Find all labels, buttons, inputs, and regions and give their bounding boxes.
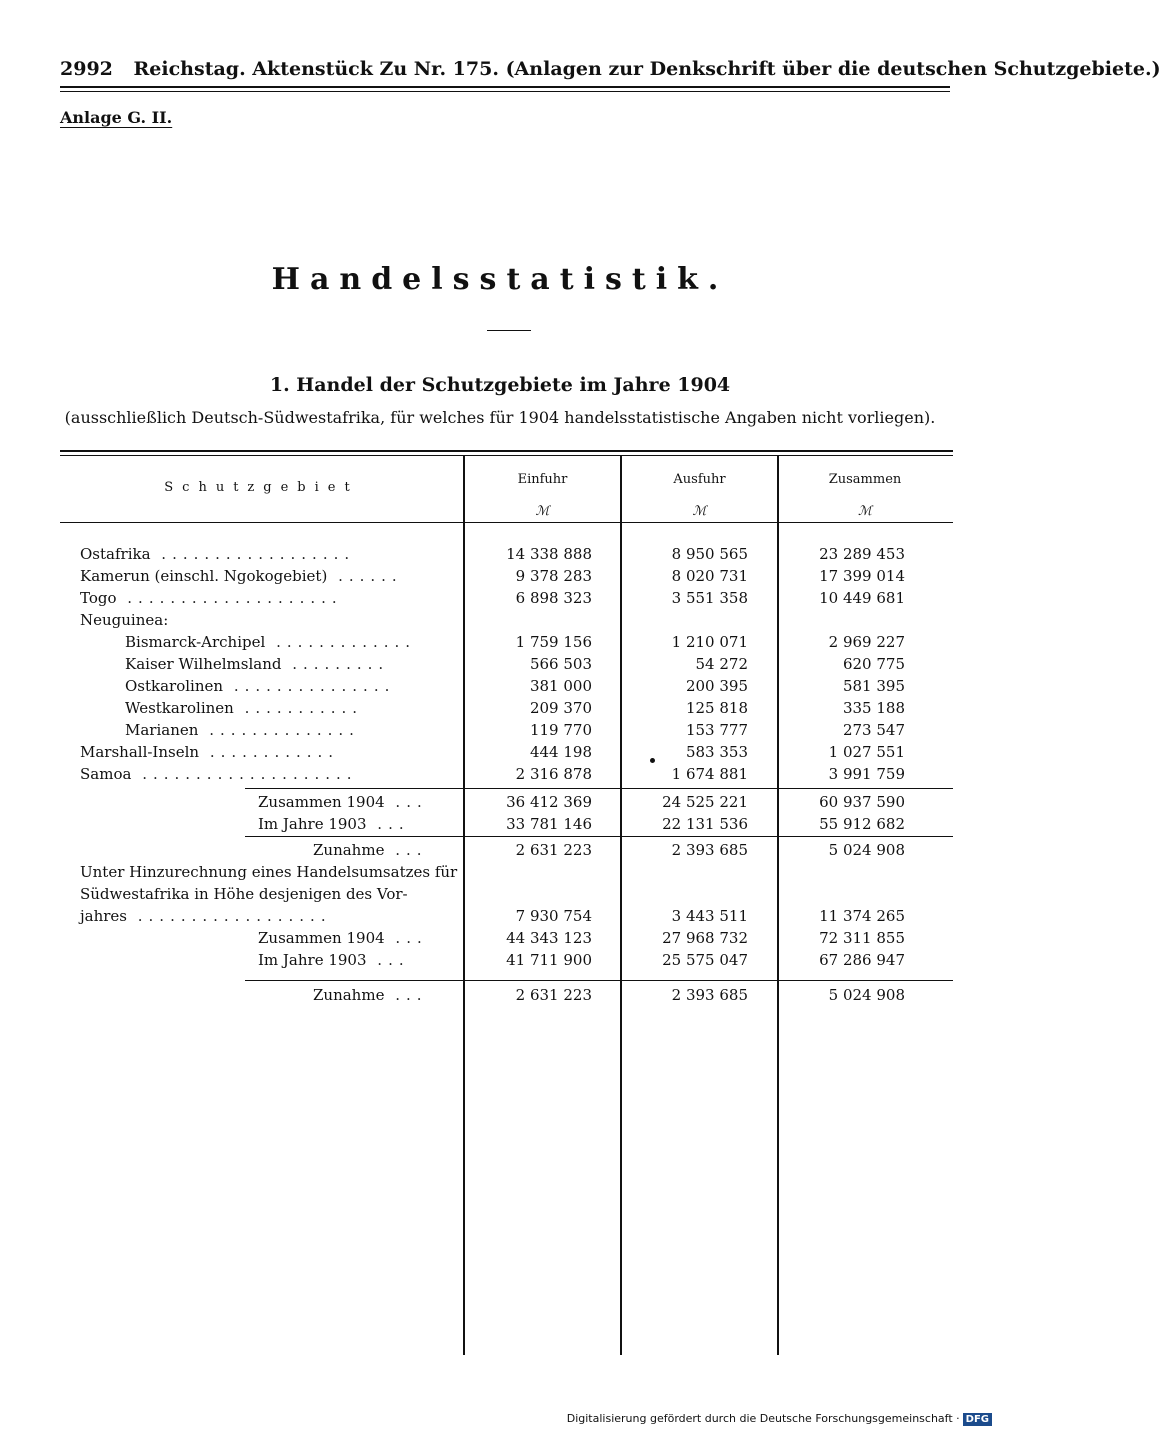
row-label <box>258 951 458 969</box>
cell-einfuhr: 381 000 <box>529 677 592 695</box>
leader-dots: ............... <box>223 677 396 695</box>
cell-ausfuhr: 153 777 <box>685 721 748 739</box>
row-label <box>80 907 458 925</box>
cell-einfuhr: 2 631 223 <box>515 841 592 859</box>
cell-zusammen: 1 027 551 <box>828 743 905 761</box>
row-label <box>80 863 458 881</box>
digitization-footer <box>567 1412 992 1426</box>
cell-einfuhr: 1 759 156 <box>515 633 592 651</box>
column-header-einfuhr: Einfuhr <box>517 472 568 487</box>
leader-dots: ........... <box>233 699 364 717</box>
cell-ausfuhr: 8 020 731 <box>671 567 748 585</box>
header-text: Reichstag. Aktenstück Zu Nr. 175. (Anlagen zur Denkschrift über die deutschen Schutzgebiete.) <box>133 58 1161 80</box>
unit-einfuhr: ℳ <box>535 504 550 519</box>
row-label <box>258 815 458 833</box>
table-note: (ausschließlich Deutsch-Südwestafrika, für welches für 1904 handelsstatistische Angaben nicht vorliegen). <box>64 408 936 427</box>
subtotal-rule-1 <box>245 788 953 789</box>
cell-ausfuhr: 3 551 358 <box>671 589 748 607</box>
row-label <box>258 793 458 811</box>
cell-zusammen: 2 969 227 <box>828 633 905 651</box>
cell-ausfuhr: 1 674 881 <box>671 765 748 783</box>
row-label-text: Unter Hinzurechnung eines Handelsumsatzes für <box>80 863 458 881</box>
column-header-zusammen: Zusammen <box>828 472 902 487</box>
leader-dots: ... <box>384 841 428 859</box>
cell-zusammen: 5 024 908 <box>828 986 905 1004</box>
leader-dots: .................. <box>127 907 332 925</box>
page-title: Handelsstatistik. <box>271 262 729 297</box>
row-label-text: Ostafrika <box>80 545 151 563</box>
leader-dots: .............. <box>198 721 360 739</box>
cell-einfuhr: 41 711 900 <box>506 951 592 969</box>
table-title: 1. Handel der Schutzgebiete im Jahre 1904 <box>269 374 731 396</box>
subtotal-rule-2 <box>245 836 953 837</box>
row-label-text: Samoa <box>80 765 132 783</box>
cell-ausfuhr: 27 968 732 <box>662 929 748 947</box>
cell-zusammen: 10 449 681 <box>819 589 905 607</box>
appendix-label: Anlage G. II. <box>60 108 173 127</box>
column-divider-1 <box>463 455 465 1355</box>
column-header-ausfuhr: Ausfuhr <box>673 472 726 487</box>
leader-dots: ...... <box>327 567 403 585</box>
row-label <box>313 841 458 859</box>
row-label-text: Ostkarolinen <box>125 677 224 695</box>
cell-ausfuhr: 1 210 071 <box>671 633 748 651</box>
cell-einfuhr: 33 781 146 <box>506 815 592 833</box>
row-label-text: Zusammen 1904 <box>258 793 385 811</box>
row-label <box>125 633 458 651</box>
cell-einfuhr: 6 898 323 <box>515 589 592 607</box>
cell-ausfuhr: 24 525 221 <box>662 793 748 811</box>
title-divider <box>487 330 531 331</box>
cell-einfuhr: 566 503 <box>529 655 592 673</box>
print-speck <box>650 758 655 763</box>
cell-einfuhr: 44 343 123 <box>506 929 592 947</box>
row-label <box>258 929 458 947</box>
column-divider-2 <box>620 455 622 1355</box>
cell-ausfuhr: 200 395 <box>685 677 748 695</box>
row-label-text: Kamerun (einschl. Ngokogebiet) <box>80 567 328 585</box>
row-label-text: Im Jahre 1903 <box>258 951 367 969</box>
leader-dots: ... <box>384 986 428 1004</box>
row-label-text: Marianen <box>125 721 199 739</box>
column-header-schutzgebiet: Schutzgebiet <box>164 480 359 495</box>
cell-einfuhr: 14 338 888 <box>506 545 592 563</box>
header-bottom-rule <box>60 522 953 523</box>
cell-ausfuhr: 583 353 <box>685 743 748 761</box>
cell-zusammen: 17 399 014 <box>819 567 905 585</box>
page-header <box>60 58 1161 80</box>
cell-einfuhr: 119 770 <box>529 721 592 739</box>
cell-einfuhr: 36 412 369 <box>506 793 592 811</box>
cell-zusammen: 3 991 759 <box>828 765 905 783</box>
row-label <box>80 545 458 563</box>
cell-zusammen: 581 395 <box>842 677 905 695</box>
cell-zusammen: 620 775 <box>842 655 905 673</box>
row-label-text: Zusammen 1904 <box>258 929 385 947</box>
cell-zusammen: 55 912 682 <box>819 815 905 833</box>
row-label <box>125 655 458 673</box>
row-label <box>125 699 458 717</box>
cell-ausfuhr: 8 950 565 <box>671 545 748 563</box>
cell-zusammen: 67 286 947 <box>819 951 905 969</box>
header-rule <box>60 86 950 88</box>
dfg-logo: DFG <box>963 1413 992 1426</box>
row-label <box>313 986 458 1004</box>
cell-zusammen: 273 547 <box>842 721 905 739</box>
unit-zusammen: ℳ <box>858 504 872 519</box>
cell-ausfuhr: 25 575 047 <box>662 951 748 969</box>
row-label-text: Togo <box>80 589 117 607</box>
row-label-text: jahres <box>80 907 127 925</box>
row-label-text: Zunahme <box>313 986 385 1004</box>
cell-zusammen: 60 937 590 <box>819 793 905 811</box>
cell-einfuhr: 2 316 878 <box>515 765 592 783</box>
cell-zusammen: 72 311 855 <box>819 929 905 947</box>
row-label-text: Zunahme <box>313 841 385 859</box>
leader-dots: ............ <box>199 743 340 761</box>
footer-text: Digitalisierung gefördert durch die Deutsche Forschungsgemeinschaft · <box>566 1412 960 1425</box>
row-label <box>80 885 458 903</box>
page-number: 2992 <box>60 58 113 80</box>
leader-dots: ... <box>384 793 428 811</box>
cell-einfuhr: 444 198 <box>529 743 592 761</box>
subtotal-rule-3 <box>245 980 953 981</box>
row-label-text: Marshall-Inseln <box>80 743 200 761</box>
leader-dots: ... <box>384 929 428 947</box>
leader-dots: ............. <box>265 633 417 651</box>
row-label-text: Im Jahre 1903 <box>258 815 367 833</box>
leader-dots: ... <box>366 815 410 833</box>
row-label-text: Bismarck-Archipel <box>125 633 266 651</box>
table-top-rule <box>60 450 953 452</box>
header-rule-thin <box>60 91 950 92</box>
cell-einfuhr: 209 370 <box>529 699 592 717</box>
row-label <box>80 589 458 607</box>
leader-dots: .................... <box>131 765 358 783</box>
row-label-text: Neuguinea: <box>80 611 169 629</box>
row-label <box>80 611 458 629</box>
cell-ausfuhr: 22 131 536 <box>662 815 748 833</box>
cell-ausfuhr: 2 393 685 <box>671 986 748 1004</box>
cell-ausfuhr: 2 393 685 <box>671 841 748 859</box>
column-divider-3 <box>777 455 779 1355</box>
cell-zusammen: 335 188 <box>842 699 905 717</box>
leader-dots: .................... <box>116 589 343 607</box>
row-label <box>125 677 458 695</box>
row-label-text: Südwestafrika in Höhe desjenigen des Vor- <box>80 885 408 903</box>
row-label-text: Kaiser Wilhelmsland <box>125 655 282 673</box>
cell-ausfuhr: 125 818 <box>685 699 748 717</box>
row-label-text: Westkarolinen <box>125 699 234 717</box>
unit-ausfuhr: ℳ <box>692 504 707 519</box>
cell-zusammen: 5 024 908 <box>828 841 905 859</box>
row-label <box>80 743 458 761</box>
table-top-rule-thin <box>60 455 953 456</box>
row-label <box>125 721 458 739</box>
row-label <box>80 567 458 585</box>
cell-einfuhr: 7 930 754 <box>515 907 592 925</box>
leader-dots: .................. <box>150 545 356 563</box>
cell-ausfuhr: 54 272 <box>695 655 748 673</box>
cell-einfuhr: 2 631 223 <box>515 986 592 1004</box>
leader-dots: ......... <box>281 655 390 673</box>
row-label <box>80 765 458 783</box>
leader-dots: ... <box>366 951 410 969</box>
cell-zusammen: 11 374 265 <box>819 907 905 925</box>
cell-zusammen: 23 289 453 <box>819 545 905 563</box>
cell-ausfuhr: 3 443 511 <box>671 907 748 925</box>
cell-einfuhr: 9 378 283 <box>515 567 592 585</box>
